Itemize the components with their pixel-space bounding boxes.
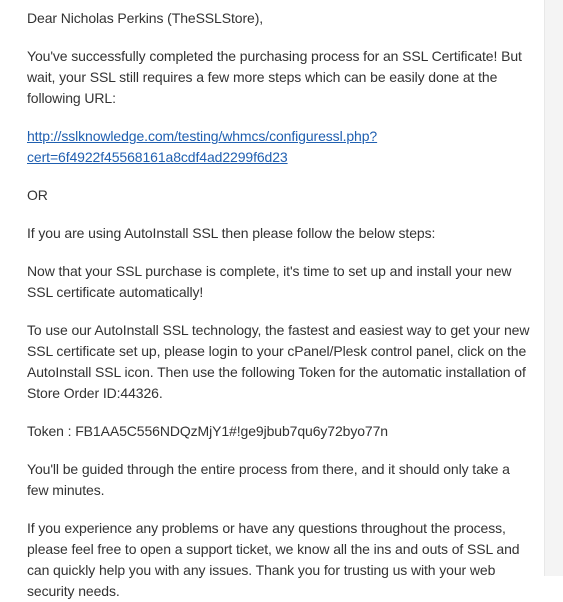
- instructions-paragraph: To use our AutoInstall SSL technology, the fastest and easiest way to get your new SSL certificate set up, please login to your cPanel/Plesk control panel, click on the AutoInstall SSL icon. Then use the following Token for the automatic installation of Store Order ID:44326.: [27, 322, 530, 401]
- greeting-text: Dear Nicholas Perkins (TheSSLStore),: [27, 10, 264, 26]
- or-separator: OR: [27, 187, 48, 203]
- support-paragraph: If you experience any problems or have any questions throughout the process, please feel free to open a support ticket, we know all the ins and outs of SSL and can quickly help you with any issues. Thank you for trusting us with your web security needs.: [27, 520, 520, 599]
- autoinstall-intro-paragraph: If you are using AutoInstall SSL then please follow the below steps:: [27, 225, 436, 241]
- configure-ssl-link-line1[interactable]: http://sslknowledge.com/testing/whmcs/configuressl.php?: [27, 128, 378, 144]
- configure-link-paragraph: [27, 126, 534, 168]
- purchase-complete-paragraph: Now that your SSL purchase is complete, it's time to set up and install your new SSL certificate automatically!: [27, 263, 512, 300]
- configure-ssl-link-line2[interactable]: cert=6f4922f45568161a8cdf4ad2299f6d23: [27, 149, 288, 165]
- token-text: Token : FB1AA5C556NDQzMjY1#!ge9jbub7qu6y72byo77n: [27, 423, 388, 439]
- scrollbar-track[interactable]: [544, 0, 563, 576]
- intro-paragraph: You've successfully completed the purchasing process for an SSL Certificate! But wait, your SSL still requires a few more steps which can be easily done at the following URL:: [27, 48, 522, 106]
- guided-paragraph: You'll be guided through the entire process from there, and it should only take a few minutes.: [27, 461, 510, 498]
- configure-ssl-link[interactable]: [27, 128, 377, 165]
